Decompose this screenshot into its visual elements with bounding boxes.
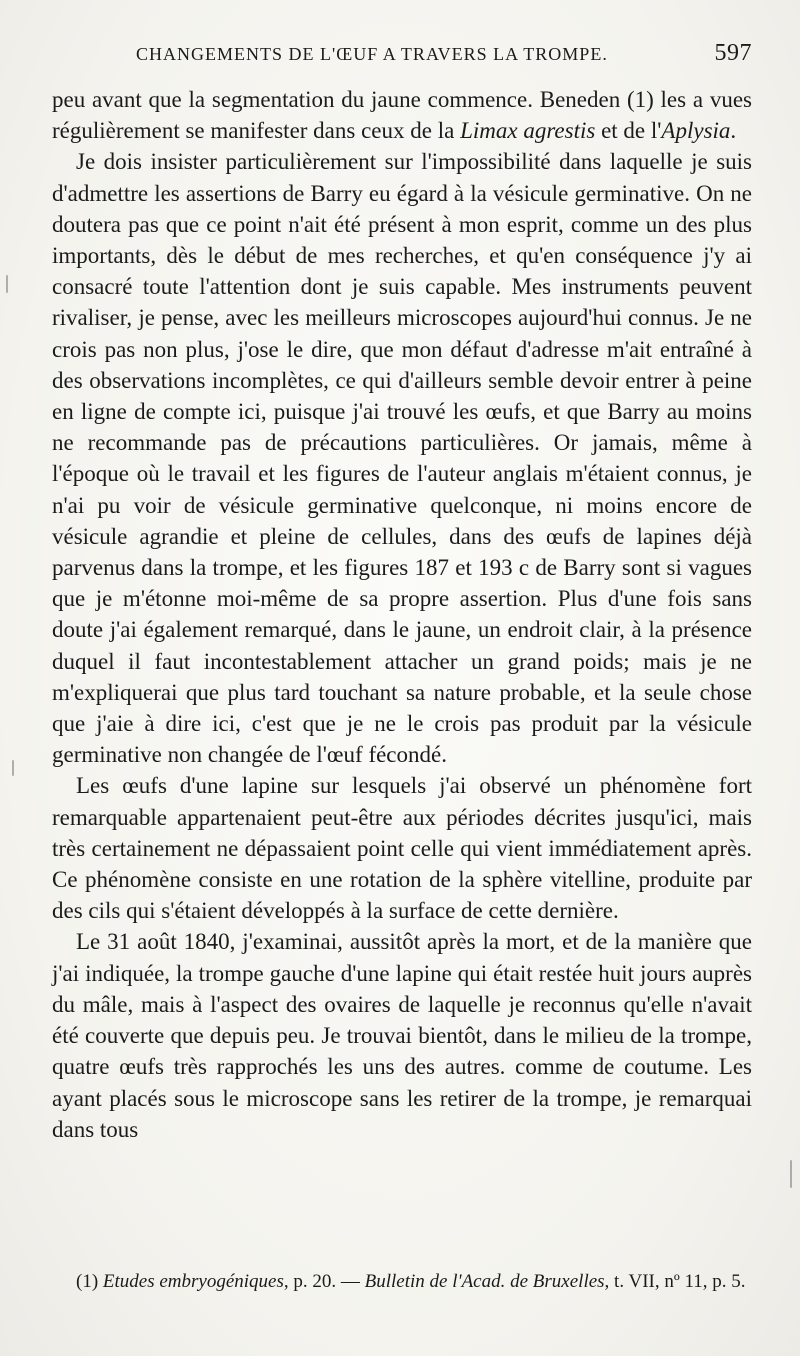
margin-mark xyxy=(6,275,8,293)
page-header xyxy=(52,40,752,74)
footnote xyxy=(52,1268,752,1296)
paragraph-1-text-start: peu avant que la segmentation du jaune commence. Beneden (1) les a vues régulièrement se manifester dans ceux de la xyxy=(52,87,752,144)
footnote-marker: (1) xyxy=(76,1271,103,1292)
margin-mark xyxy=(790,1160,792,1188)
margin-mark xyxy=(12,760,14,776)
footnote-bulletin-title: Bulletin de l'Acad. de Bruxelles xyxy=(364,1271,605,1292)
paragraph-1 xyxy=(52,84,752,146)
paragraph-1-text-middle: et de l' xyxy=(595,118,662,144)
footnote-middle: , p. 20. — xyxy=(283,1271,365,1292)
footnote-end: , t. VII, nº 11, p. 5. xyxy=(604,1271,746,1292)
paragraph-2: Je dois insister particulièrement sur l'impossibilité dans laquelle je suis d'admettre les assertions de Barry eu égard à la vésicule germinative. On ne doutera pas que ce point n'ait été présent à mon esprit, comme un des plus importants, dès le début de mes recherches, et qu'en conséquence j'y ai consacré toute l'attention dont je suis capable. Mes instruments peuvent rivaliser, je pense, avec les meilleurs microscopes aujourd'hui connus. Je ne crois pas non plus, j'ose le dire, que mon défaut d'adresse m'ait entraîné à des observations incomplètes, ce qui d'ailleurs semble devoir entrer à peine en ligne de compte ici, puisque j'ai trouvé les œufs, et que Barry au moins ne recommande pas de précautions particulières. Or jamais, même à l'époque où le travail et les figures de l'auteur anglais m'étaient connus, je n'ai pu voir de vésicule germinative quelconque, ni moins encore de vésicule agrandie et pleine de cellules, dans des œufs de lapines déjà parvenus dans la trompe, et les figures 187 et 193 c de Barry sont si vagues que je m'étonne moi-même de sa propre assertion. Plus d'une fois sans doute j'ai également remarqué, dans le jaune, un endroit clair, à la présence duquel il faut incontestablement attacher un grand poids; mais je ne m'expliquerai que plus tard touchant sa nature probable, et la seule chose que j'aie à dire ici, c'est que je ne le crois pas produit par la vésicule germinative non changée de l'œuf fécondé. xyxy=(52,149,752,768)
page-number: 597 xyxy=(714,40,752,66)
species-name-limax: Limax agrestis xyxy=(460,118,596,144)
running-head: CHANGEMENTS DE L'ŒUF A TRAVERS LA TROMPE. xyxy=(136,44,608,64)
paragraph-4: Le 31 août 1840, j'examinai, aussitôt après la mort, et de la manière que j'ai indiquée, la trompe gauche d'une lapine qui était restée huit jours auprès du mâle, mais à l'aspect des ovaires de laquelle je reconnus qu'elle n'avait été couverte que depuis peu. Je trouvai bientôt, dans le milieu de la trompe, quatre œufs très rapprochés les uns des autres. comme de coutume. Les ayant placés sous le microscope sans les retirer de la trompe, je remarquai dans tous xyxy=(52,929,752,1142)
species-name-aplysia: Aplysia xyxy=(661,118,731,144)
paragraph-1-text-end: . xyxy=(730,118,737,144)
main-text xyxy=(52,84,752,1145)
paragraph-3: Les œufs d'une lapine sur lesquels j'ai observé un phénomène fort remarquable appartenaient peut-être aux périodes décrites jusqu'ici, mais très certainement ne dépassaient point celle qui vient immédiatement après. Ce phénomène consiste en une rotation de la sphère vitelline, produite par des cils qui s'étaient développés à la surface de cette dernière. xyxy=(52,773,752,924)
footnote-work-title: Etudes embryogéniques xyxy=(102,1271,284,1292)
